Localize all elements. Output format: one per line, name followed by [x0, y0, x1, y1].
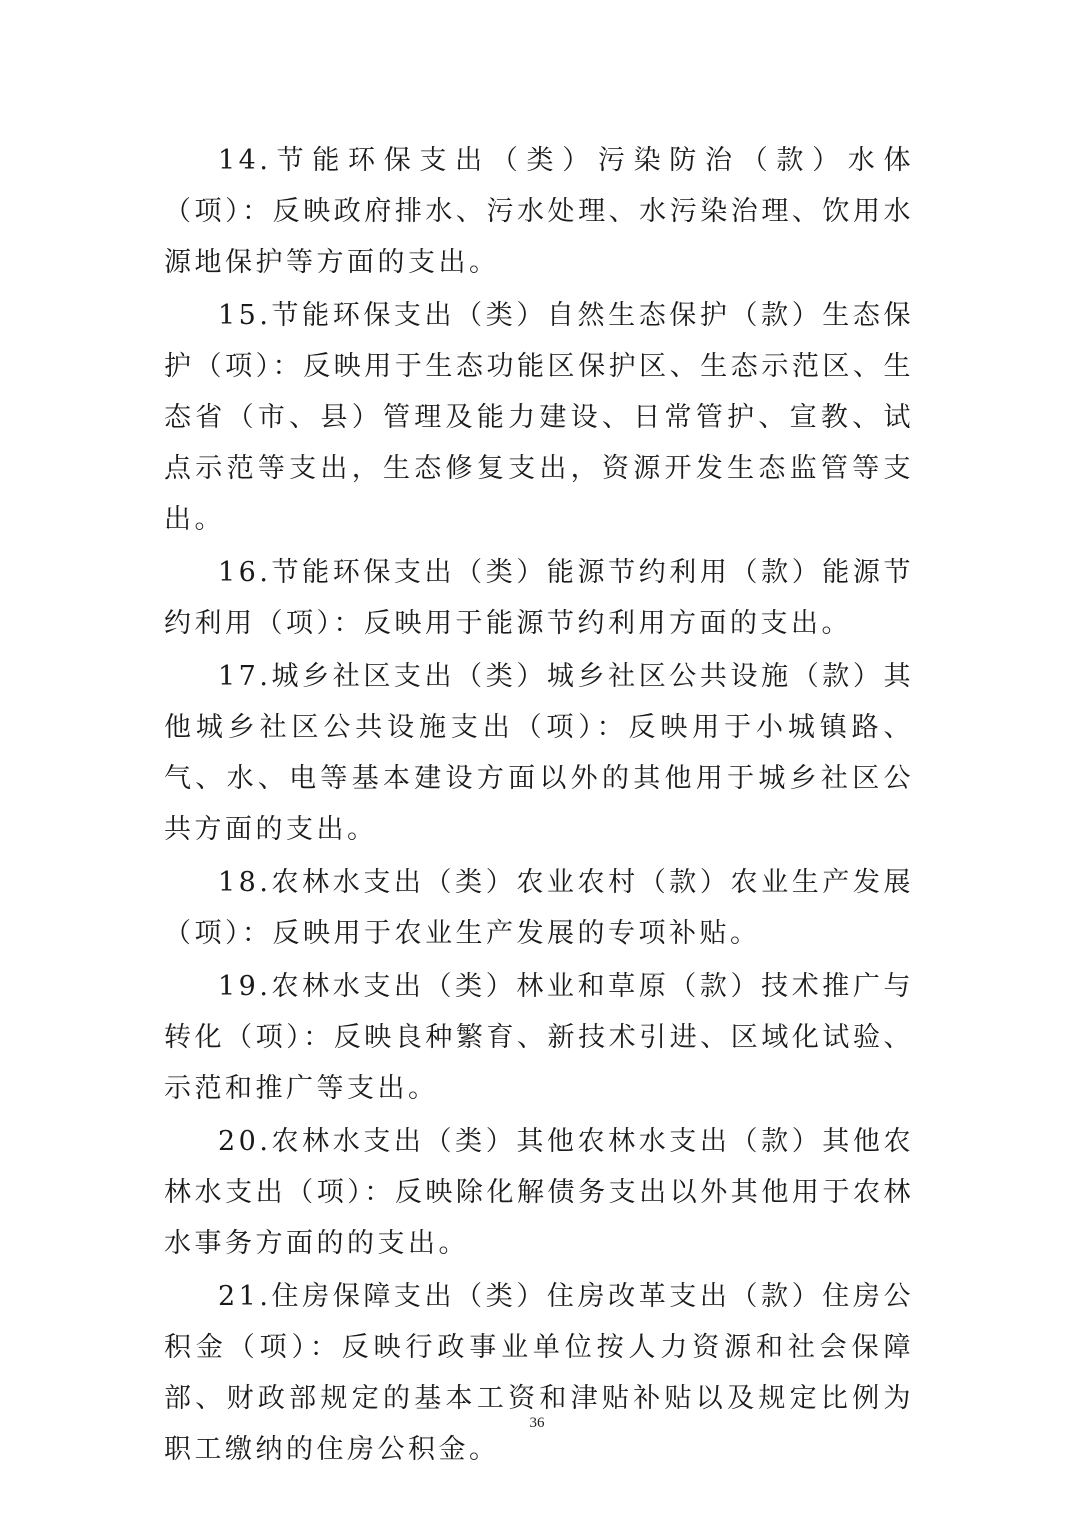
paragraph-19: 19.农林水支出（类）林业和草原（款）技术推广与转化（项）：反映良种繁育、新技术引进、区域化试验、示范和推广等支出。 [164, 971, 914, 1104]
paragraph-15: 15.节能环保支出（类）自然生态保护（款）生态保护（项）：反映用于生态功能区保护区、生态示范区、生态省（市、县）管理及能力建设、日常管护、宣教、试点示范等支出，生态修复支出，资源开发生态监管等支出。 [164, 300, 914, 535]
page-number: 36 [529, 1415, 545, 1431]
paragraph-17: 17.城乡社区支出（类）城乡社区公共设施（款）其他城乡社区公共设施支出（项）：反映用于小城镇路、气、水、电等基本建设方面以外的其他用于城乡社区公共方面的支出。 [164, 661, 914, 845]
paragraph-20: 20.农林水支出（类）其他农林水支出（款）其他农林水支出（项）：反映除化解债务支出以外其他用于农林水事务方面的的支出。 [164, 1126, 914, 1259]
paragraph-18: 18.农林水支出（类）农业农村（款）农业生产发展（项）：反映用于农业生产发展的专项补贴。 [164, 867, 914, 949]
paragraph-14: 14.节能环保支出（类）污染防治（款）水体（项）：反映政府排水、污水处理、水污染治理、饮用水源地保护等方面的支出。 [164, 145, 914, 278]
paragraph-16: 16.节能环保支出（类）能源节约利用（款）能源节约利用（项）：反映用于能源节约利用方面的支出。 [164, 557, 914, 639]
paragraph-21: 21.住房保障支出（类）住房改革支出（款）住房公积金（项）：反映行政事业单位按人力资源和社会保障部、财政部规定的基本工资和津贴补贴以及规定比例为职工缴纳的住房公积金。 [164, 1281, 914, 1465]
body-text [164, 135, 914, 1477]
